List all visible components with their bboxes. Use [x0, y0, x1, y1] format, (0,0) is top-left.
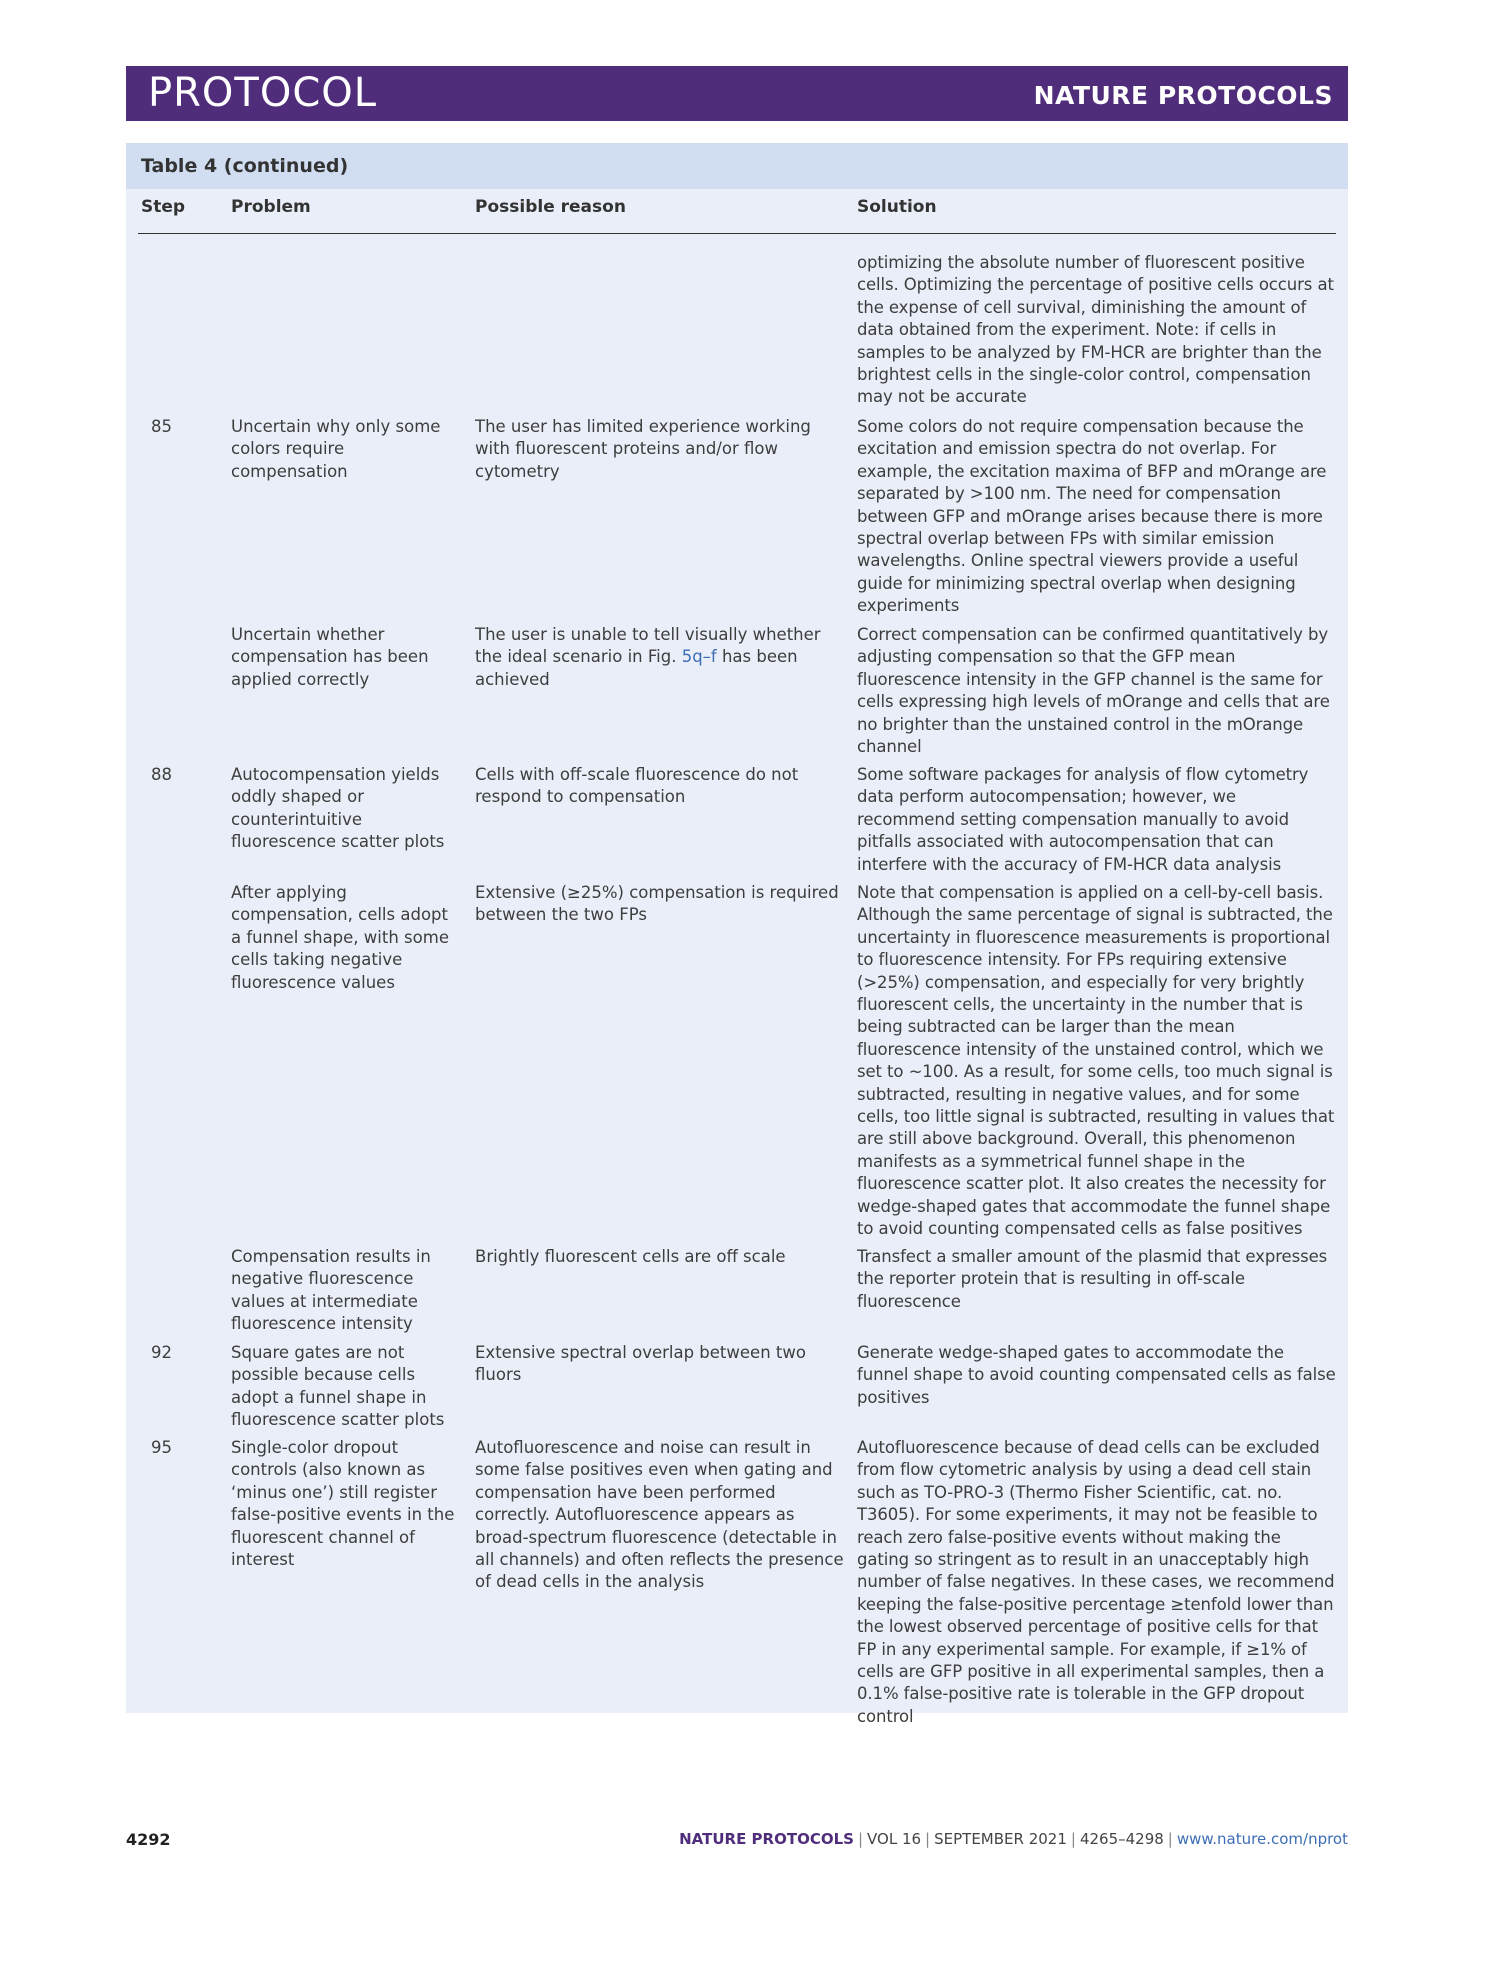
footer-volume: VOL 16: [867, 1830, 922, 1848]
table-caption: Table 4 (continued): [141, 155, 349, 177]
table-row-5-reason: Brightly fluorescent cells are off scale: [475, 1247, 786, 1266]
footer-date: SEPTEMBER 2021: [934, 1830, 1067, 1848]
table-row-3-solution: Some software packages for analysis of flow cytometry data perform autocompensation; however, we recommend setting compensation manually to avoid pitfalls associated with autocompensation that can interfere with the accuracy of FM-HCR data analysis: [857, 765, 1309, 874]
figure-link[interactable]: 5q–f: [681, 647, 717, 667]
table-row-3-problem: Autocompensation yields oddly shaped or counterintuitive fluorescence scatter plots: [231, 765, 445, 852]
table-row-6-reason: Extensive spectral overlap between two fluors: [475, 1343, 806, 1385]
header-rule: [138, 233, 1336, 234]
table-row-2-reason: The user is unable to tell visually whether the ideal scenario in Fig. 5q–f has been achieved: [475, 625, 821, 689]
column-header-problem: Problem: [231, 197, 311, 217]
column-header-solution: Solution: [857, 197, 937, 217]
table-row-1-reason: The user has limited experience working with fluorescent proteins and/or flow cytometry: [475, 417, 811, 481]
table-row-7-reason: Autofluorescence and noise can result in some false positives even when gating and compensation have been performed correctly. Autofluorescence appears as broad-spectrum fluorescence (detectable in all channels) and often reflects the presence of dead cells in the analysis: [475, 1438, 844, 1592]
page-number: 4292: [126, 1830, 171, 1849]
footer-citation: NATURE PROTOCOLS | VOL 16 | SEPTEMBER 2021 | 4265–4298 | www.nature.com/nprot: [679, 1830, 1348, 1848]
table-row-4-reason: Extensive (≥25%) compensation is required between the two FPs: [475, 883, 839, 925]
table-row-0-solution: optimizing the absolute number of fluorescent positive cells. Optimizing the percentage of positive cells occurs at the expense of cell survival, diminishing the amount of data obtained from the experiment. Note: if cells in samples to be analyzed by FM-HCR are brighter than the brightest cells in the single-color control, compensation may not be accurate: [857, 253, 1334, 407]
table-row-6-solution: Generate wedge-shaped gates to accommodate the funnel shape to avoid counting compensated cells as false positives: [857, 1343, 1336, 1407]
table-row-2-solution: Correct compensation can be confirmed quantitatively by adjusting compensation so that the GFP mean fluorescence intensity in the GFP channel is the same for cells expressing high levels of mOrange and cells that are no brighter than the unstained control in the mOrange channel: [857, 625, 1330, 757]
table-row-4-problem: After applying compensation, cells adopt a funnel shape, with some cells taking negative fluorescence values: [231, 883, 449, 992]
header-banner: [126, 66, 1348, 121]
table-caption-bar: [126, 143, 1348, 189]
table-row-5-solution: Transfect a smaller amount of the plasmid that expresses the reporter protein that is resulting in off-scale fluorescence: [857, 1247, 1328, 1311]
table-row-6-step: 92: [151, 1343, 172, 1362]
column-header-step: Step: [141, 197, 186, 217]
table-row-5-problem: Compensation results in negative fluorescence values at intermediate fluorescence intensity: [231, 1247, 431, 1334]
table-row-7-solution: Autofluorescence because of dead cells can be excluded from flow cytometric analysis by using a dead cell stain such as TO-PRO-3 (Thermo Fisher Scientific, cat. no. T3605). For some experiments, it may not be feasible to reach zero false-positive events without making the gating so stringent as to result in an unacceptably high number of false negatives. In these cases, we recommend keeping the false-positive percentage ≥tenfold lower than the lowest observed percentage of positive cells for that FP in any experimental sample. For example, if ≥1% of cells are GFP positive in all experimental samples, then a 0.1% false-positive rate is tolerable in the GFP dropout control: [857, 1438, 1335, 1726]
table-row-6-problem: Square gates are not possible because cells adopt a funnel shape in fluorescence scatter plots: [231, 1343, 445, 1430]
section-label: PROTOCOL: [148, 70, 378, 116]
troubleshooting-table: [126, 143, 1348, 1726]
table-row-4-solution: Note that compensation is applied on a cell-by-cell basis. Although the same percentage of signal is subtracted, the uncertainty in fluorescence measurements is proportional to fluorescence intensity. For FPs requiring extensive (>25%) compensation, and especially for very brightly fluorescent cells, the uncertainty in the number that is being subtracted can be larger than the mean fluorescence intensity of the unstained control, which we set to ~100. As a result, for some cells, too much signal is subtracted, resulting in negative values, and for some cells, too little signal is subtracted, resulting in values that are still above background. Overall, this phenomenon manifests as a symmetrical funnel shape in the fluorescence scatter plot. It also creates the necessity for wedge-shaped gates that accommodate the funnel shape to avoid counting compensated cells as false positives: [857, 883, 1335, 1239]
table-row-1-solution: Some colors do not require compensation because the excitation and emission spectra do not overlap. For example, the excitation maxima of BFP and mOrange are separated by >100 nm. The need for compensation between GFP and mOrange arises because there is more spectral overlap between FPs with similar emission wavelengths. Online spectral viewers provide a useful guide for minimizing spectral overlap when designing experiments: [857, 417, 1327, 616]
table-row-1-step: 85: [151, 417, 172, 436]
footer-pages: 4265–4298: [1079, 1830, 1164, 1848]
journal-name: NATURE PROTOCOLS: [1033, 81, 1333, 110]
footer-journal: NATURE PROTOCOLS: [679, 1830, 854, 1848]
table-row-7-step: 95: [151, 1438, 172, 1457]
column-header-reason: Possible reason: [475, 197, 626, 217]
footer-url-link[interactable]: www.nature.com/nprot: [1176, 1830, 1348, 1848]
table-row-3-reason: Cells with off-scale fluorescence do not respond to compensation: [475, 765, 799, 807]
table-row-3-step: 88: [151, 765, 172, 784]
table-row-1-problem: Uncertain why only some colors require compensation: [231, 417, 441, 481]
table-row-2-problem: Uncertain whether compensation has been applied correctly: [231, 625, 429, 689]
table-row-7-problem: Single-color dropout controls (also known as ‘minus one’) still register false-positive events in the fluorescent channel of interest: [231, 1438, 455, 1570]
